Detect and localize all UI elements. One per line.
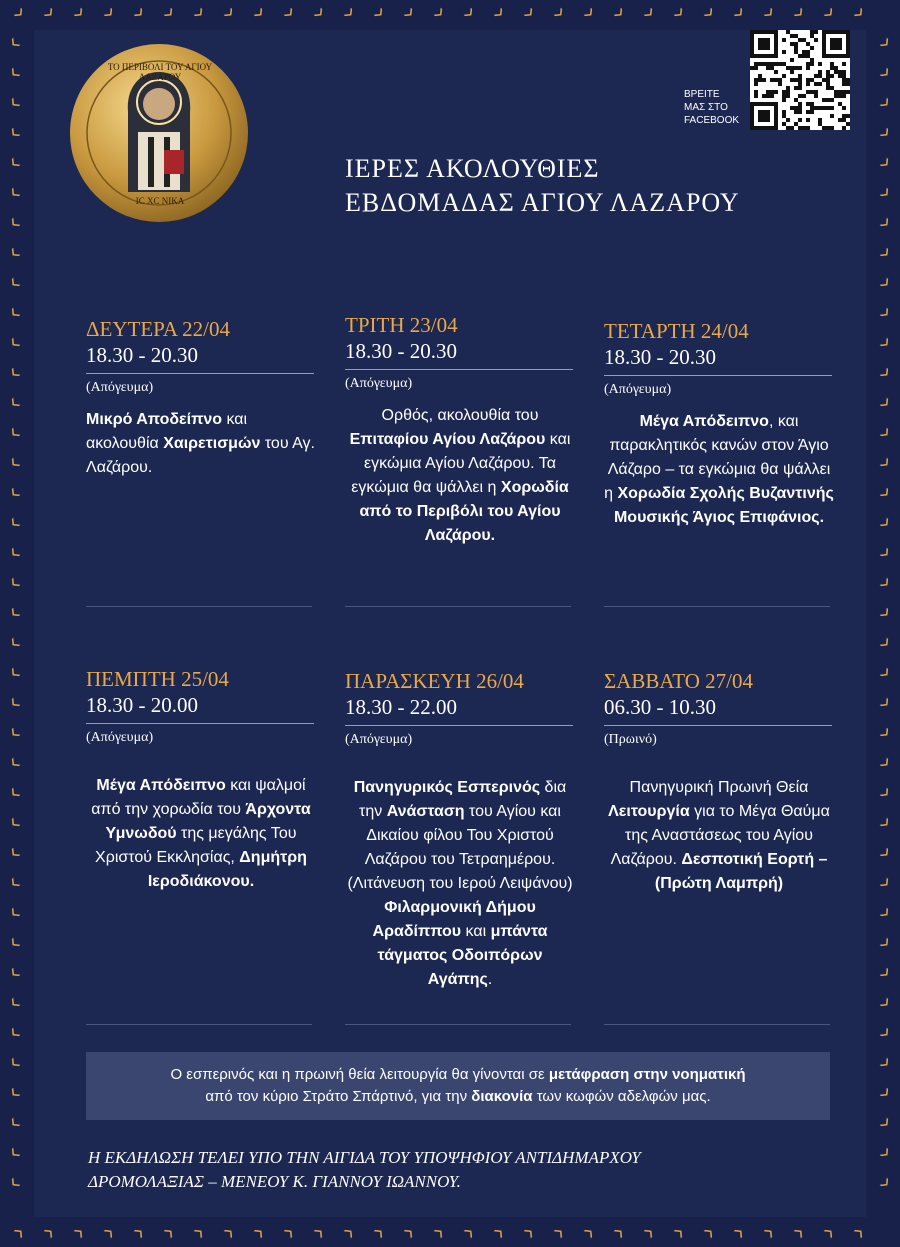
page-title — [345, 152, 805, 220]
description-highlight: Χορωδία από το Περιβόλι του Αγίου Λαζάρου. — [359, 479, 569, 544]
column-bottom-divider — [86, 606, 312, 607]
description-highlight: Μέγα Απόδειπνο — [639, 413, 769, 430]
day-tuesday — [345, 313, 575, 548]
qr-caption-line-2: ΜΑΣ ΣΤΟ — [684, 102, 728, 113]
day-period: (Απόγευμα) — [86, 730, 154, 745]
description-highlight: Μέγα Απόδειπνο — [96, 777, 226, 794]
facebook-qr-code[interactable] — [750, 30, 850, 130]
description-text: και εγκώμια Αγίου Λαζάρου. Τα εγκώμια θα ψάλλει η — [351, 431, 571, 496]
qr-caption — [684, 88, 746, 127]
day-description — [345, 776, 575, 992]
description-text: , και παρακλητικός κανών στον Άγιο Λάζαρο – τα εγκώμια θα ψάλλει η — [604, 413, 831, 502]
notice-highlight-1: μετάφραση στην νοηματική — [548, 1066, 746, 1083]
day-period: (Πρωινό) — [604, 732, 657, 747]
description-highlight: Μικρό Αποδείπνο — [86, 411, 223, 428]
day-period: (Απόγευμα) — [345, 376, 413, 391]
description-highlight: Χορωδία Σχολής Βυζαντινής Μουσικής Άγιος Επιφάνιος. — [613, 485, 834, 526]
day-time: 18.30 - 20.00 — [86, 693, 198, 717]
description-text: για το Μέγα Θαύμα της Αναστάσεως του Αγίου Λαζάρου. — [610, 803, 830, 868]
description-highlight: Πανηγυρικός Εσπερινός — [353, 779, 541, 796]
description-highlight: Φιλαρμονική Δήμου Αραδίππου — [372, 899, 536, 940]
day-time: 18.30 - 20.30 — [604, 345, 716, 369]
description-text: και ακολουθία — [86, 411, 248, 452]
day-name: ΤΡΙΤΗ 23/04 — [345, 313, 458, 337]
divider — [604, 375, 832, 376]
medallion-text-top: ΤΟ ΠΕΡΙΒΟΛΙ ΤΟΥ ΑΓΙΟΥ ΛΑΖΑΡΟΥ — [107, 62, 213, 82]
description-text: Πανηγυρική Πρωινή Θεία — [629, 779, 809, 796]
description-text: του Αγ. Λαζάρου. — [86, 435, 315, 476]
title-line-2: ΕΒΔΟΜΑΔΑΣ ΑΓΙΟΥ ΛΑΖΑΡΟΥ — [345, 188, 740, 217]
divider — [86, 373, 314, 374]
description-highlight: Άρχοντα Υμνωδού — [105, 801, 311, 842]
divider — [604, 725, 832, 726]
day-name: ΠΕΜΠΤΗ 25/04 — [86, 667, 229, 691]
notice-highlight-2: διακονία — [471, 1088, 533, 1105]
day-description — [86, 774, 316, 894]
description-highlight: μπάντα τάγματος Οδοιπόρων Αγάπης — [377, 923, 548, 988]
qr-caption-line-1: ΒΡΕΙΤΕ — [684, 89, 720, 100]
description-highlight: Δεσποτική Εορτή – (Πρώτη Λαμπρή) — [654, 851, 828, 892]
column-bottom-divider — [345, 606, 571, 607]
day-wednesday — [604, 319, 834, 530]
notice-text-3: των κωφών αδελφών μας. — [532, 1088, 711, 1105]
description-text: και ψαλμοί από την χορωδία του — [91, 777, 306, 818]
description-text: . — [487, 971, 493, 988]
qr-caption-line-3: FACEBOOK — [684, 115, 740, 126]
divider — [345, 369, 573, 370]
description-highlight: Λειτουργία — [608, 803, 690, 820]
sign-language-notice — [86, 1052, 830, 1120]
description-text: δια την — [359, 779, 567, 820]
description-highlight: Επιταφίου Αγίου Λαζάρου — [349, 431, 546, 448]
title-line-1: ΙΕΡΕΣ ΑΚΟΛΟΥΘΙΕΣ — [345, 154, 600, 183]
day-time: 06.30 - 10.30 — [604, 695, 716, 719]
description-highlight: Δημήτρη Ιεροδιάκονου. — [147, 849, 307, 890]
description-text: της μεγάλης Του Χριστού Εκκλησίας, — [95, 825, 297, 866]
description-highlight: Ανάσταση — [386, 803, 465, 820]
day-friday — [345, 669, 575, 992]
description-highlight: Χαιρετισμών — [163, 435, 261, 452]
sponsor-footer — [88, 1146, 828, 1194]
footer-line-2: ΔΡΟΜΟΛΑΞΙΑΣ – ΜΕΝΕΟΥ Κ. ΓΙΑΝΝΟΥ ΙΩΑΝΝΟΥ. — [88, 1172, 461, 1191]
day-period: (Απόγευμα) — [86, 380, 154, 395]
day-monday — [86, 317, 316, 480]
day-period: (Απόγευμα) — [345, 732, 413, 747]
day-description — [604, 410, 834, 530]
column-bottom-divider — [345, 1024, 571, 1025]
day-time: 18.30 - 20.30 — [86, 343, 198, 367]
description-text: και — [461, 923, 491, 940]
notice-text-2: από τον κύριο Στράτο Σπάρτινό, για την — [205, 1088, 472, 1105]
footer-line-1: Η ΕΚΔΗΛΩΣΗ ΤΕΛΕΙ ΥΠΟ ΤΗΝ ΑΙΓΙΔΑ ΤΟΥ ΥΠΟΨΗΦΙΟΥ ΑΝΤΙΔΗΜΑΡΧΟΥ — [88, 1148, 641, 1167]
day-name: ΤΕΤΑΡΤΗ 24/04 — [604, 319, 749, 343]
day-time: 18.30 - 20.30 — [345, 339, 457, 363]
column-bottom-divider — [86, 1024, 312, 1025]
day-description — [86, 408, 316, 480]
day-saturday — [604, 669, 834, 896]
medallion-text-bottom: IC XC NIKA — [135, 196, 185, 206]
notice-text-1: Ο εσπερινός και η πρωινή θεία λειτουργία θα γίνονται σε — [170, 1066, 549, 1083]
day-thursday — [86, 667, 316, 894]
day-period: (Απόγευμα) — [604, 382, 672, 397]
description-text: Ορθός, ακολουθία του — [381, 407, 539, 424]
divider — [86, 723, 314, 724]
column-bottom-divider — [604, 1024, 830, 1025]
day-name: ΠΑΡΑΣΚΕΥΗ 26/04 — [345, 669, 524, 693]
day-description — [604, 776, 834, 896]
day-name: ΔΕΥΤΕΡΑ 22/04 — [86, 317, 231, 341]
description-text: του Αγίου και Δικαίου φίλου Του Χριστού Λαζάρου του Τετραημέρου. (Λιτάνευση του Ιερού Λειψάνου) — [347, 803, 573, 892]
column-bottom-divider — [604, 606, 830, 607]
day-name: ΣΑΒΒΑΤΟ 27/04 — [604, 669, 753, 693]
divider — [345, 725, 573, 726]
day-description — [345, 404, 575, 548]
day-time: 18.30 - 22.00 — [345, 695, 457, 719]
